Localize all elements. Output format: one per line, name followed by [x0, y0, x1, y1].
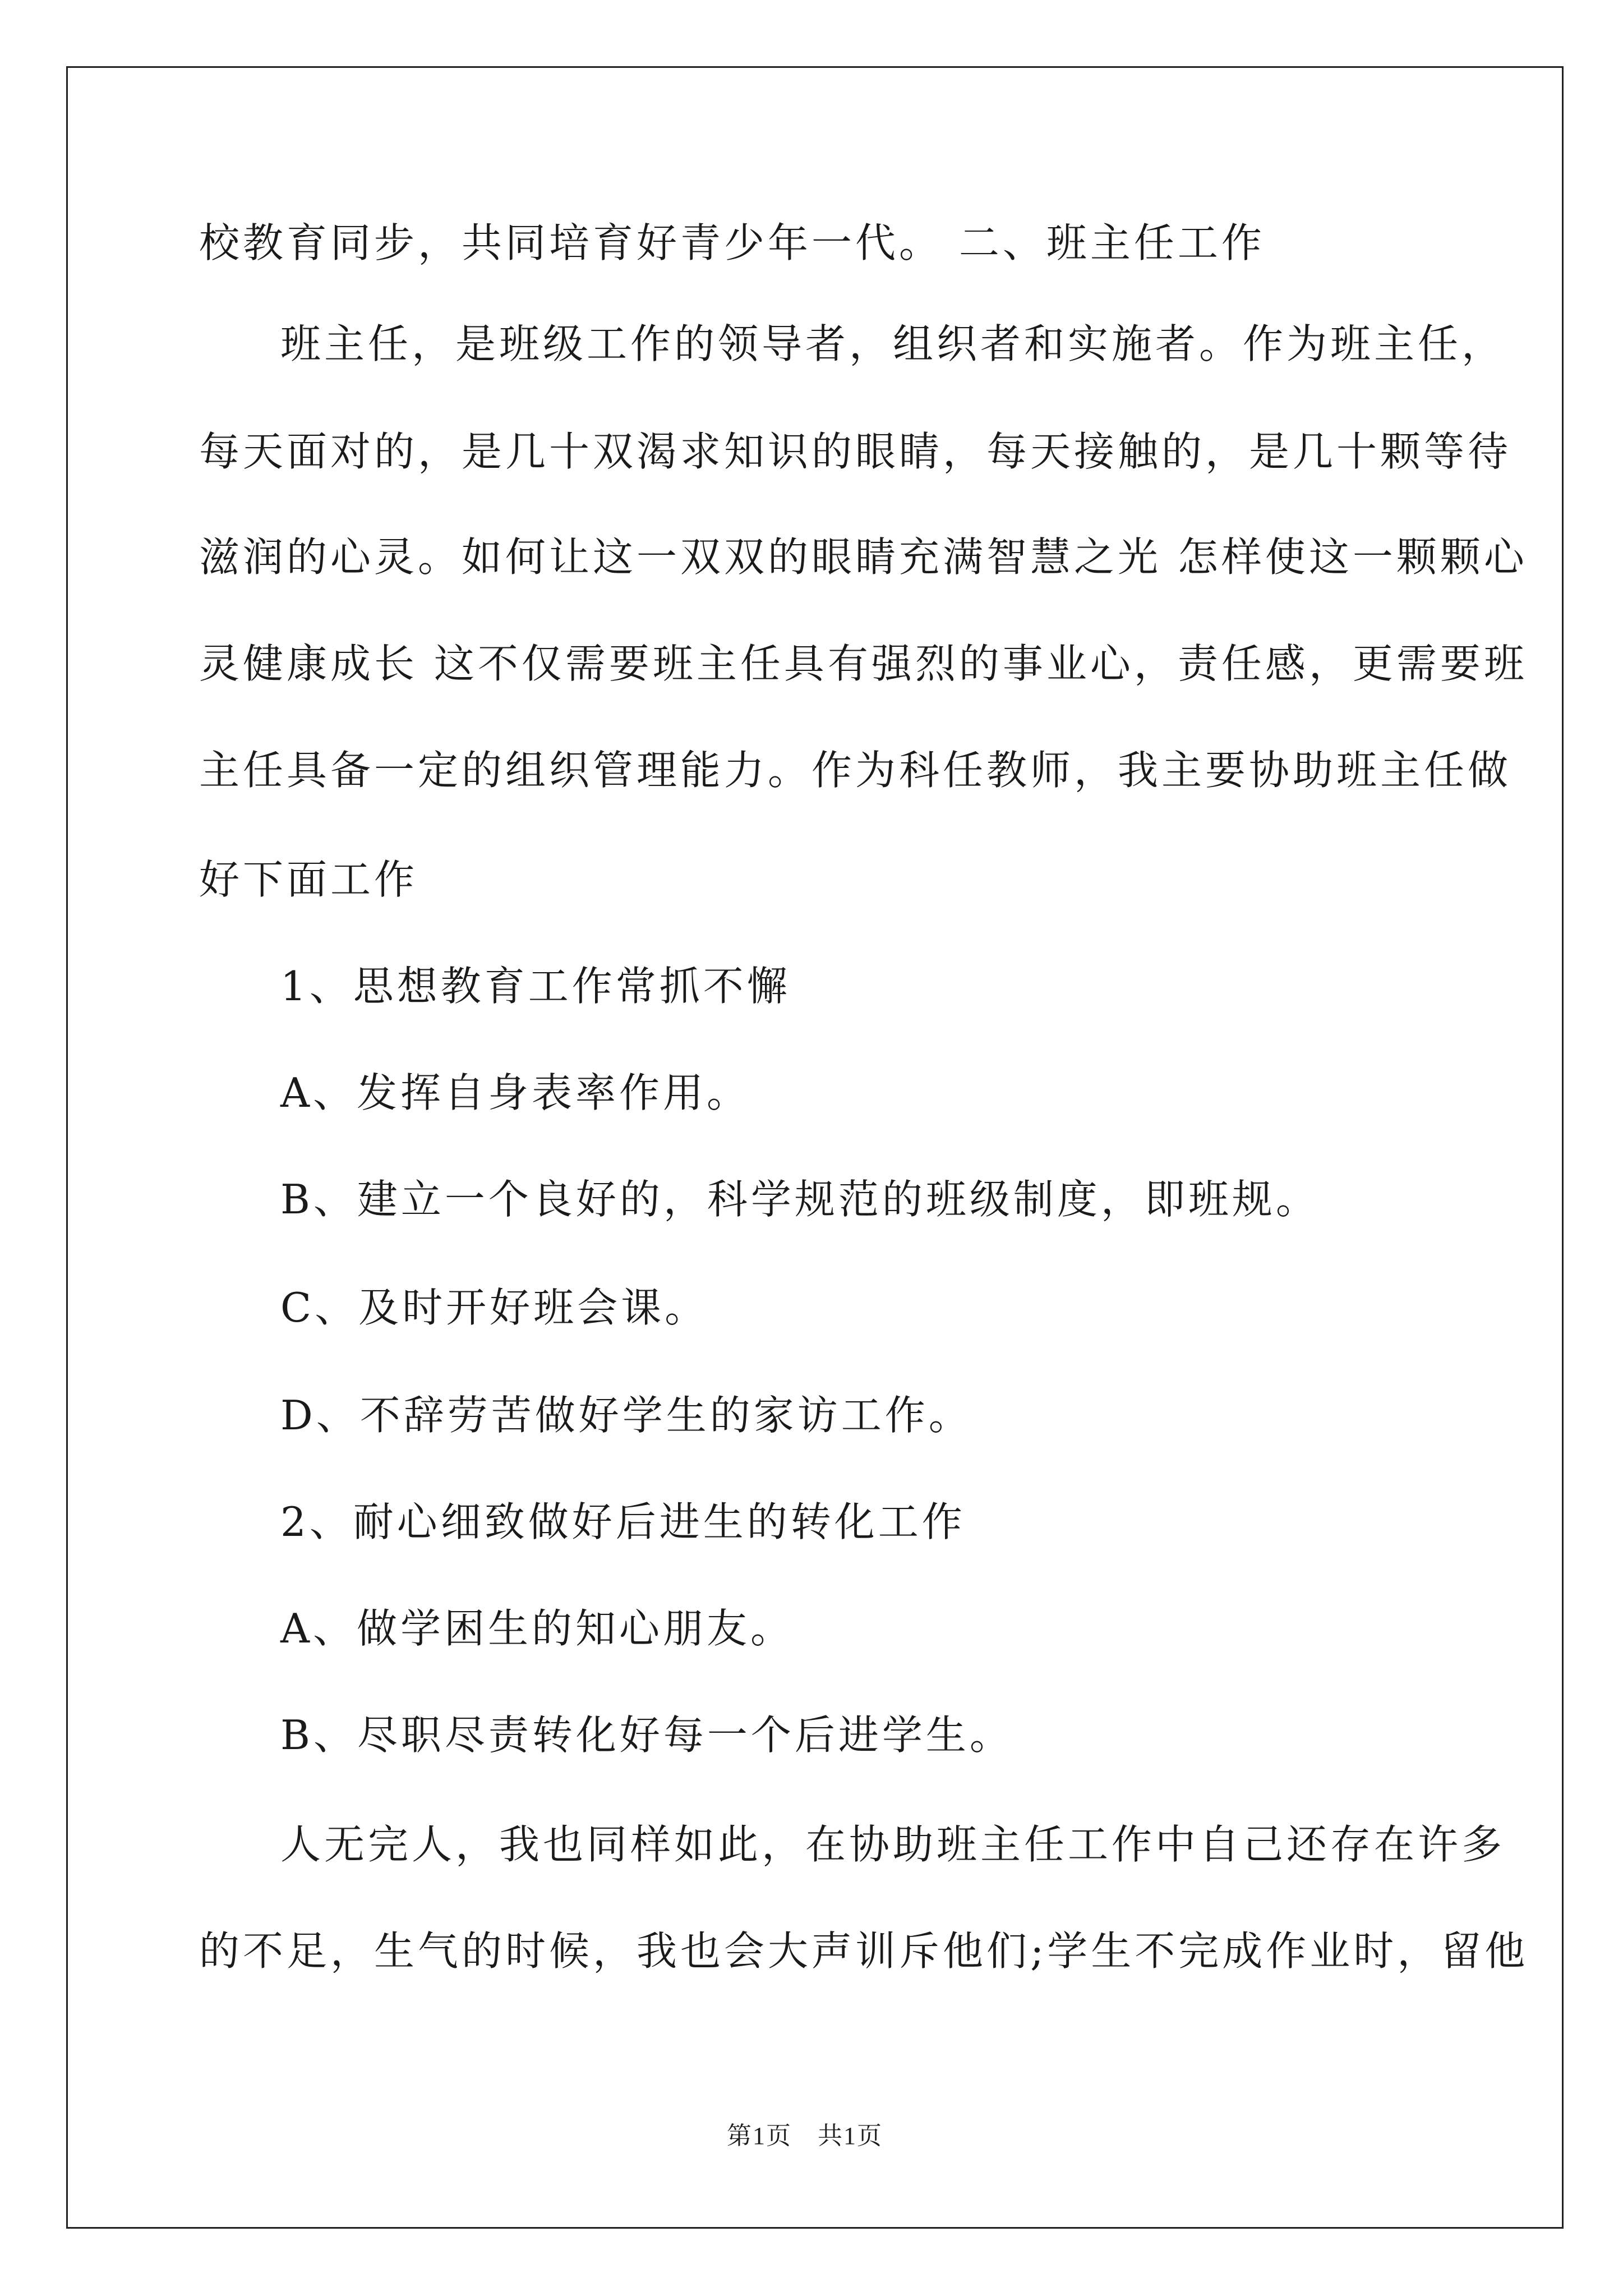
text-line-5: 灵健康成长 这不仅需要班主任具有强烈的事业心，责任感，更需要班: [199, 640, 1528, 687]
text-line-2: 班主任，是班级工作的领导者，组织者和实施者。作为班主任，: [280, 320, 1506, 367]
text-line-14: A、做学困生的知心朋友。: [280, 1605, 794, 1652]
text-line-13: 2、耐心细致做好后进生的转化工作: [280, 1498, 966, 1545]
text-line-10: B、建立一个良好的，科学规范的班级制度，即班规。: [280, 1176, 1320, 1223]
page-border: [66, 66, 1564, 2229]
text-line-9: A、发挥自身表率作用。: [280, 1069, 750, 1116]
text-line-4: 滋润的心灵。如何让这一双双的眼睛充满智慧之光 怎样使这一颗颗心: [199, 533, 1528, 581]
page-number-footer: 第1页 共1页: [727, 2122, 883, 2150]
text-line-7: 好下面工作: [199, 856, 418, 903]
text-line-15: B、尽职尽责转化好每一个后进学生。: [280, 1711, 1013, 1759]
text-line-17: 的不足，生气的时候，我也会大声训斥他们;学生不完成作业时，留他: [199, 1927, 1529, 1975]
text-line-3: 每天面对的，是几十双渴求知识的眼睛，每天接触的，是几十颗等待: [199, 428, 1512, 475]
text-line-16: 人无完人，我也同样如此，在协助班主任工作中自己还存在许多: [280, 1821, 1506, 1868]
text-line-1: 校教育同步，共同培育好青少年一代。 二、班主任工作: [199, 219, 1265, 266]
text-line-6: 主任具备一定的组织管理能力。作为科任教师，我主要协助班主任做: [199, 747, 1512, 794]
text-line-11: C、及时开好班会课。: [280, 1284, 709, 1331]
text-line-12: D、不辞劳苦做好学生的家访工作。: [280, 1392, 972, 1439]
text-line-8: 1、思想教育工作常抓不懈: [280, 963, 791, 1010]
